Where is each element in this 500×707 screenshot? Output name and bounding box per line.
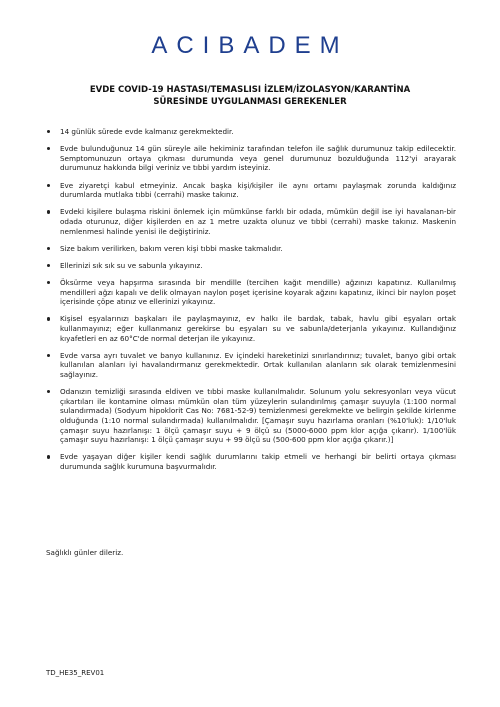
list-item: [46, 181, 456, 200]
closing-text: Sağlıklı günler dileriz.: [46, 548, 124, 557]
list-item-text: Öksürme veya hapşırma sırasında bir mendille (tercihen kağıt mendille) ağzınızı kapatınız. Kullanılmış mendilleri ağzı kapalı ve delik olmayan naylon poşet içerisine koyarak ağzını kapatınız, ikinci bir naylon poşet içerisinde çöpe atınız ve ellerinizi yıkayınız.: [60, 278, 456, 307]
list-item: [46, 452, 456, 471]
list-item: [46, 314, 456, 343]
list-item-text: Evde varsa ayrı tuvalet ve banyo kullanınız. Ev içindeki hareketinizi sınırlandırınız; tuvalet, banyo gibi ortak kullanılan alanları iyi havalandırmanız gerekmektedir. Ortak kullanılan alanların sık olarak temizlenmesini sağlayınız.: [60, 350, 456, 380]
bullet-icon: [47, 281, 50, 284]
list-item-text: Evde yaşayan diğer kişiler kendi sağlık durumlarını takip etmeli ve herhangi bir belirti ortaya çıkması durumunda sağlık kurumuna başvurmalıdır.: [60, 452, 456, 471]
list-item-text: Eve ziyaretçi kabul etmeyiniz. Ancak başka kişi/kişiler ile aynı ortamı paylaşmak zorunda kaldığınız durumlarda mutlaka tıbbi (cerrahi) maske takınız.: [60, 180, 456, 200]
instructions-list: [46, 127, 456, 472]
list-item-text: 14 günlük sürede evde kalmanız gerekmektedir.: [60, 127, 234, 136]
list-item-text: Ellerinizi sık sık su ve sabunla yıkayınız.: [60, 260, 203, 270]
bullet-icon: [47, 455, 50, 458]
title-line-1: EVDE COVID-19 HASTASI/TEMASLISI İZLEM/İZOLASYON/KARANTİNA: [89, 85, 411, 95]
list-item: [46, 144, 456, 173]
document-code: TD_HE35_REV01: [46, 669, 105, 677]
page-title: [60, 84, 440, 108]
list-item: [46, 207, 456, 236]
bullet-icon: [47, 390, 50, 393]
title-line-2: SÜRESİNDE UYGULANMASI GEREKENLER: [153, 97, 347, 107]
list-item-text: Odanızın temizliği sırasında eldiven ve tıbbi maske kullanılmalıdır. Solunum yolu sekresyonları veya vücut çıkartıları ile kontamine olması mümkün olan tüm yüzeylerin sulandırılmış çamaşır suyuyla (1:100 normal sulandırmada) (Sodyum hipoklorit Cas No: 7681-52-9) temizlenmesi gerekmekte ve belirgin şekilde kirlenme olduğunda (1:10 normal sulandırmada) kullanılmalıdır. [Çamaşır suyu hazırlama oranları (%10'luk): 1/10'luk çamaşır suyu hazırlanışı: 1 ölçü çamaşır suyu + 9 ölçü su (5000-6000 ppm klor açığa çıkarır). 1/100'lük çamaşır suyu hazırlanışı: 1 ölçü çamaşır suyu + 99 ölçü su (500-600 ppm klor açığa çıkarır.)]: [60, 387, 456, 445]
bullet-icon: [47, 354, 50, 357]
list-item: [46, 244, 456, 254]
bullet-icon: [47, 147, 50, 150]
bullet-icon: [47, 210, 50, 213]
list-item-text: Kişisel eşyalarınızı başkaları ile paylaşmayınız, ev halkı ile bardak, tabak, havlu gibi eşyaları ortak kullanmayınız; eğer kullanmanız gerekirse bu eşyaları su ve sabunla/deterjanla yıkayınız. Kullandığınız kıyafetleri en az 60°C'de normal deterjan ile yıkayınız.: [60, 314, 456, 343]
list-item: [46, 261, 456, 271]
list-item-text: Size bakım verilirken, bakım veren kişi tıbbi maske takmalıdır.: [60, 243, 283, 253]
list-item: [46, 278, 456, 307]
bullet-icon: [47, 317, 50, 320]
bullet-icon: [47, 130, 50, 133]
acibadem-logo: ACIBADEM: [151, 32, 349, 59]
list-item: [46, 351, 456, 380]
list-item: [46, 387, 456, 445]
list-item-text: Evde bulunduğunuz 14 gün süreyle aile hekiminiz tarafından telefon ile sağlık durumunuz takip edilecektir. Semptomunuzun ortaya çıkması durumunda veya genel durumunuz bozulduğunda 112'yi arayarak durumunuz hakkında bilgi veriniz ve tıbbi yardım isteyiniz.: [60, 144, 456, 173]
bullet-icon: [47, 184, 50, 187]
instructions-section: [46, 127, 456, 479]
bullet-icon: [47, 247, 50, 250]
bullet-icon: [47, 264, 50, 267]
list-item-text: Evdeki kişilere bulaşma riskini önlemek için mümkünse farklı bir odada, mümkün değil ise iyi havalanan-bir odada oturunuz, diğer kişilerden en az 1 metre uzakta olunuz ve tıbbi (cerrahi) maske takınız. Maskenin nemlenmesi halinde yenisi ile değiştiriniz.: [60, 207, 456, 236]
list-item: [46, 127, 456, 137]
